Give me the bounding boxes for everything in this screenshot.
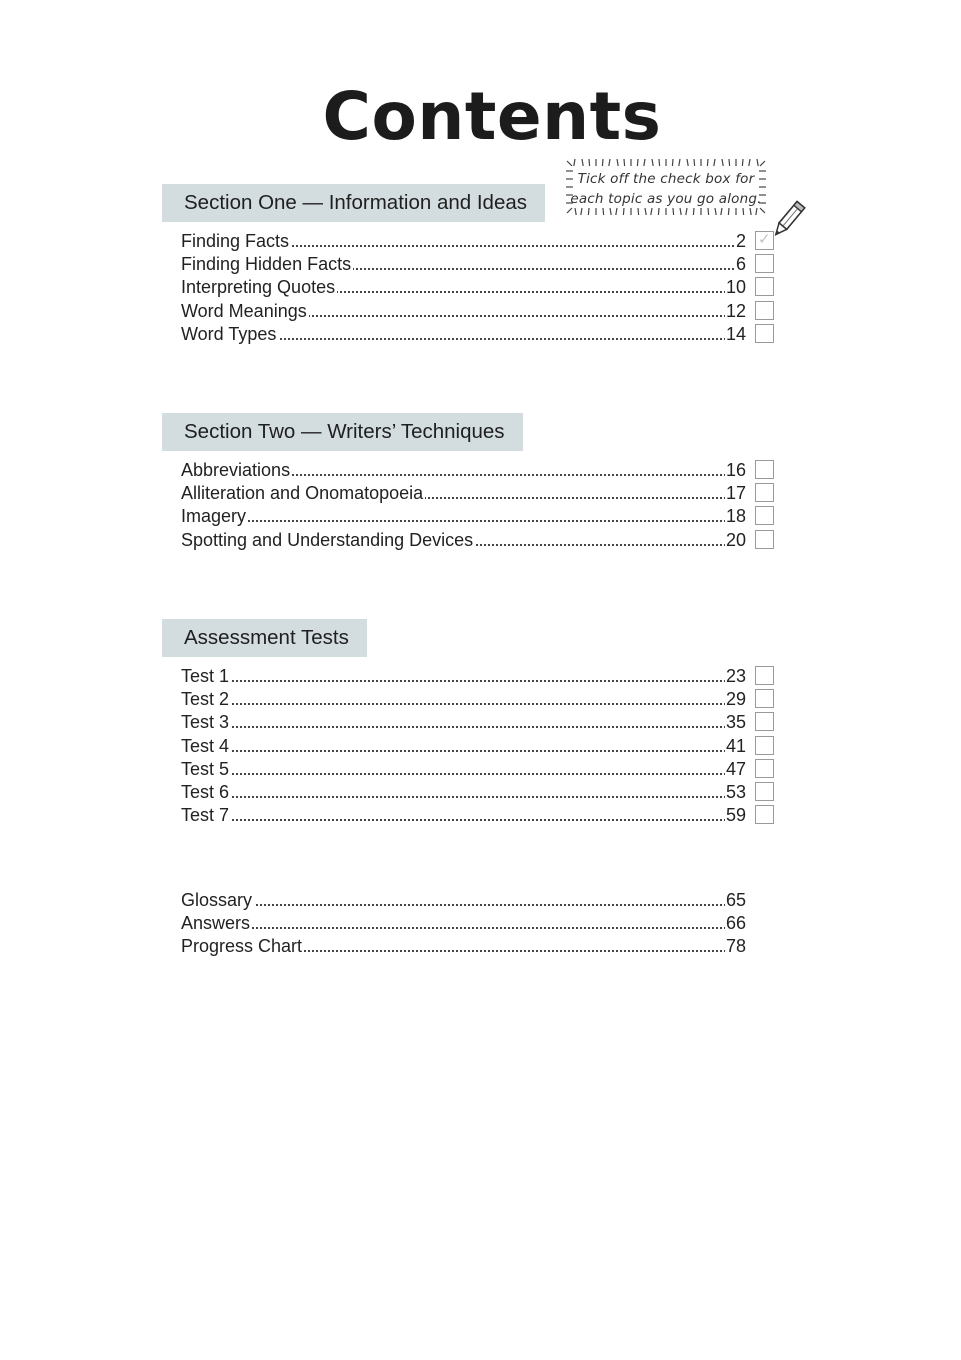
section-header-one: Section One — Information and Ideas	[162, 184, 545, 222]
border-tick	[729, 159, 730, 166]
entry-title: Interpreting Quotes	[181, 277, 336, 298]
page-number: 53	[725, 782, 746, 803]
toc-entry[interactable]	[181, 505, 781, 528]
toc-entry[interactable]	[181, 482, 781, 505]
toc-entry[interactable]	[181, 889, 781, 912]
border-tick	[743, 208, 744, 215]
section-two-entries	[181, 459, 781, 552]
progress-checkbox[interactable]	[755, 736, 774, 755]
toc-entry[interactable]	[181, 758, 781, 781]
section-header-assessment: Assessment Tests	[162, 619, 367, 657]
page-number: 20	[725, 529, 746, 550]
entry-title: Test 3	[181, 712, 230, 733]
entry-title: Test 1	[181, 666, 230, 687]
border-tick	[679, 159, 680, 166]
border-tick	[760, 161, 765, 166]
dot-leader	[181, 927, 746, 929]
progress-checkbox[interactable]	[755, 782, 774, 801]
toc-entry[interactable]	[181, 665, 781, 688]
toc-entry[interactable]	[181, 935, 781, 958]
border-tick	[623, 208, 624, 215]
border-tick	[680, 208, 681, 215]
dot-leader	[181, 726, 746, 728]
border-tick	[609, 159, 610, 166]
entry-title: Test 7	[181, 805, 230, 826]
progress-checkbox[interactable]	[755, 530, 774, 549]
checkmark-icon: ✓	[758, 231, 771, 248]
border-tick	[757, 159, 758, 166]
border-tick	[602, 159, 603, 166]
border-tick	[756, 208, 757, 215]
border-tick	[574, 159, 575, 166]
border-tick	[673, 208, 674, 215]
border-tick	[651, 208, 652, 215]
border-tick	[693, 208, 694, 215]
dot-leader	[181, 773, 746, 775]
page-number: 2	[735, 231, 746, 252]
toc-entry[interactable]	[181, 276, 781, 299]
progress-checkbox[interactable]	[755, 277, 774, 296]
progress-checkbox[interactable]	[755, 506, 774, 525]
note-line-2: each topic as you go along.	[570, 191, 762, 207]
entry-title: Imagery	[181, 506, 247, 527]
border-tick	[728, 208, 729, 215]
entry-title: Progress Chart	[181, 936, 303, 957]
border-tick	[707, 159, 708, 166]
entry-title: Glossary	[181, 890, 253, 911]
border-tick	[588, 208, 589, 215]
border-tick	[603, 208, 604, 215]
border-tick	[644, 159, 645, 166]
page-number: 14	[725, 323, 746, 344]
note-text	[565, 169, 767, 209]
toc-entry[interactable]	[181, 735, 781, 758]
progress-checkbox[interactable]	[755, 805, 774, 824]
dot-leader	[181, 703, 746, 705]
progress-checkbox[interactable]	[755, 231, 774, 250]
page-number: 47	[725, 758, 746, 779]
toc-entry[interactable]	[181, 688, 781, 711]
toc-entry[interactable]	[181, 323, 781, 346]
border-tick	[567, 161, 572, 166]
toc-entry[interactable]	[181, 804, 781, 827]
entry-title: Answers	[181, 913, 251, 934]
page-number: 6	[735, 254, 746, 275]
border-tick	[616, 208, 617, 215]
appendix-entries	[181, 889, 781, 959]
border-tick	[742, 159, 743, 166]
dot-leader	[181, 796, 746, 798]
entry-title: Word Types	[181, 323, 277, 344]
note-line-1: Tick off the check box for	[577, 171, 755, 187]
border-tick	[715, 208, 716, 215]
toc-entry[interactable]	[181, 781, 781, 804]
page-number: 78	[725, 936, 746, 957]
toc-entry[interactable]	[181, 459, 781, 482]
page-number: 65	[725, 890, 746, 911]
progress-checkbox[interactable]	[755, 712, 774, 731]
instruction-note	[565, 157, 767, 217]
border-tick	[637, 159, 638, 166]
border-tick	[582, 159, 583, 166]
dot-leader	[181, 819, 746, 821]
page-number: 12	[725, 300, 746, 321]
entry-title: Abbreviations	[181, 460, 291, 481]
progress-checkbox[interactable]	[755, 689, 774, 708]
dot-leader	[181, 680, 746, 682]
dot-leader	[181, 750, 746, 752]
progress-checkbox[interactable]	[755, 759, 774, 778]
border-tick	[749, 159, 750, 166]
border-tick	[722, 159, 723, 166]
entry-title: Finding Hidden Facts	[181, 254, 352, 275]
progress-checkbox[interactable]	[755, 460, 774, 479]
border-tick	[659, 159, 660, 166]
progress-checkbox[interactable]	[755, 254, 774, 273]
toc-entry[interactable]	[181, 529, 781, 552]
entry-title: Test 6	[181, 782, 230, 803]
page-number: 29	[725, 689, 746, 710]
entry-title: Word Meanings	[181, 300, 307, 321]
border-tick	[575, 208, 576, 215]
border-tick	[581, 208, 582, 215]
border-tick	[750, 208, 751, 215]
border-tick	[694, 159, 695, 166]
section-header-two: Section Two — Writers’ Techniques	[162, 413, 523, 451]
border-tick	[624, 159, 625, 166]
page-number: 35	[725, 712, 746, 733]
border-tick	[714, 159, 715, 166]
entry-title: Test 5	[181, 758, 230, 779]
assessment-entries	[181, 665, 781, 827]
border-tick	[708, 208, 709, 215]
section-one-entries	[181, 230, 781, 346]
page-number: 23	[725, 666, 746, 687]
border-tick	[610, 208, 611, 215]
toc-entry[interactable]	[181, 300, 781, 323]
page-number: 16	[725, 460, 746, 481]
page-number: 18	[725, 506, 746, 527]
toc-entry[interactable]	[181, 912, 781, 935]
entry-title: Test 4	[181, 735, 230, 756]
page-number: 59	[725, 805, 746, 826]
border-tick	[658, 208, 659, 215]
border-tick	[617, 159, 618, 166]
toc-entry[interactable]	[181, 230, 781, 253]
border-tick	[638, 208, 639, 215]
entry-title: Finding Facts	[181, 231, 290, 252]
page-number: 17	[725, 483, 746, 504]
entry-title: Alliteration and Onomatopoeia	[181, 483, 424, 504]
border-tick	[721, 208, 722, 215]
entry-title: Test 2	[181, 689, 230, 710]
border-tick	[652, 159, 653, 166]
progress-checkbox[interactable]	[755, 301, 774, 320]
toc-entry[interactable]	[181, 253, 781, 276]
border-tick	[645, 208, 646, 215]
progress-checkbox[interactable]	[755, 666, 774, 685]
progress-checkbox[interactable]	[755, 483, 774, 502]
dot-leader	[181, 904, 746, 906]
entry-title: Spotting and Understanding Devices	[181, 529, 474, 550]
toc-entry[interactable]	[181, 711, 781, 734]
page-number: 10	[725, 277, 746, 298]
border-tick	[589, 159, 590, 166]
border-tick	[687, 159, 688, 166]
page-title: Contents	[322, 78, 662, 155]
border-tick	[672, 159, 673, 166]
page-number: 66	[725, 913, 746, 934]
border-tick	[686, 208, 687, 215]
progress-checkbox[interactable]	[755, 324, 774, 343]
page-number: 41	[725, 735, 746, 756]
dot-leader	[181, 520, 746, 522]
